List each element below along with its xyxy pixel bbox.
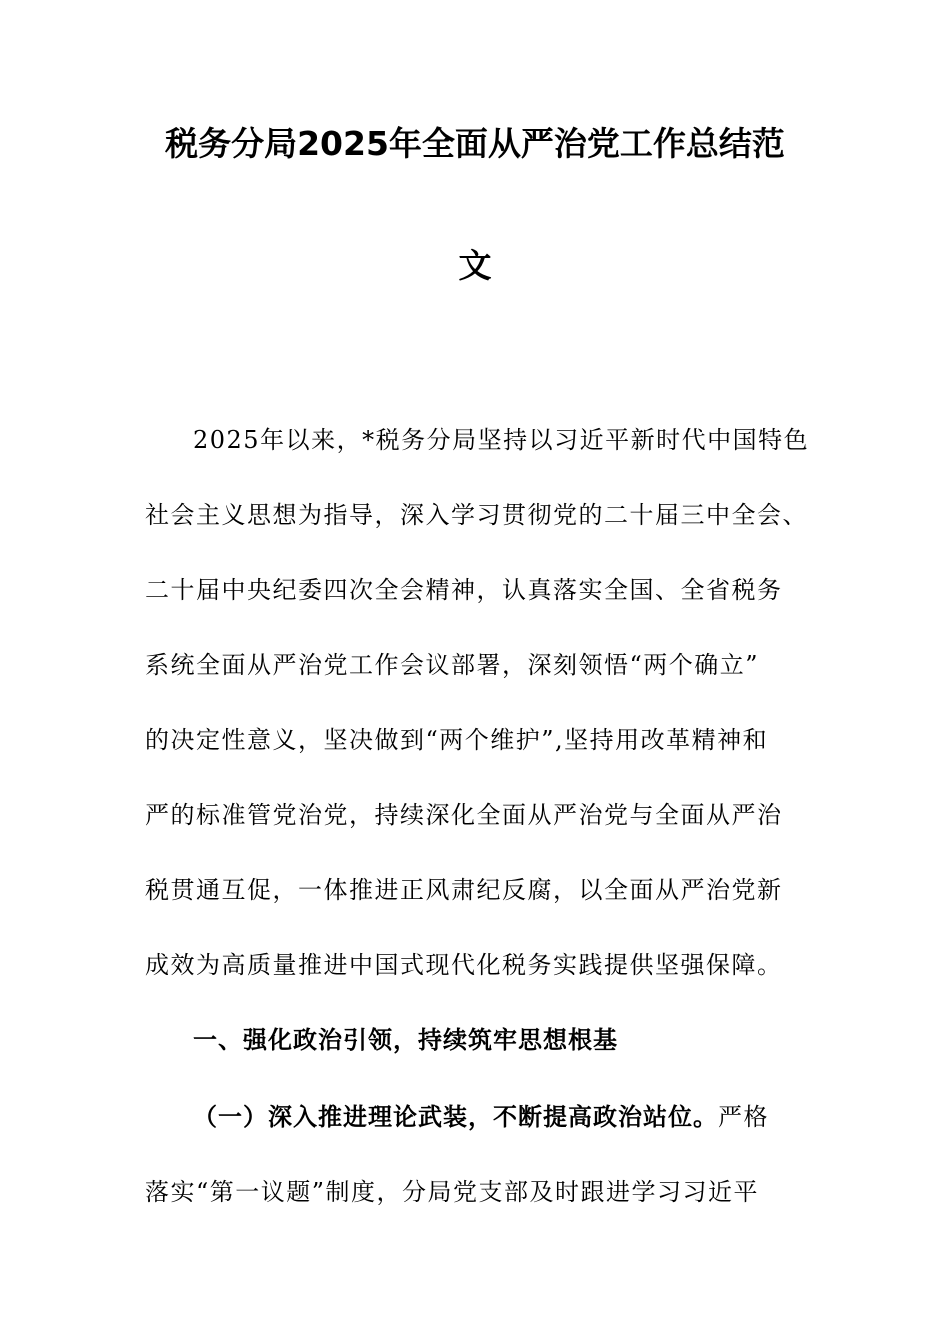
intro-line-3: 二十届中央纪委四次全会精神，认真落实全国、全省税务 — [145, 576, 783, 604]
subsection-1-line-1 — [193, 1097, 873, 1137]
subsection-1-text-start: 严格 — [718, 1103, 769, 1131]
subsection-1-heading: （一）深入推进理论武装，不断提高政治站位。 — [193, 1103, 718, 1131]
intro-line-2: 社会主义思想为指导，深入学习贯彻党的二十届三中全会、 — [145, 501, 808, 529]
intro-line-7: 税贯通互促，一体推进正风肃纪反腐，以全面从严治党新 — [145, 876, 783, 904]
intro-line-8: 成效为高质量推进中国式现代化税务实践提供坚强保障。 — [145, 951, 783, 979]
intro-line-5: 的决定性意义，坚决做到“两个维护”,坚持用改革精神和 — [145, 726, 769, 754]
intro-line-6: 严的标准管党治党，持续深化全面从严治党与全面从严治 — [145, 801, 783, 829]
intro-line-4: 系统全面从严治党工作会议部署，深刻领悟“两个确立” — [145, 651, 760, 679]
section-1-heading: 一、强化政治引领，持续筑牢思想根基 — [193, 1026, 618, 1054]
document-title-line-2: 文 — [458, 246, 492, 285]
document-title-line-1: 税务分局2025年全面从严治党工作总结范 — [165, 124, 785, 163]
subsection-1-line-2: 落实“第一议题”制度，分局党支部及时跟进学习习近平 — [145, 1178, 760, 1206]
intro-line-1: 2025年以来，*税务分局坚持以习近平新时代中国特色 — [193, 426, 810, 454]
